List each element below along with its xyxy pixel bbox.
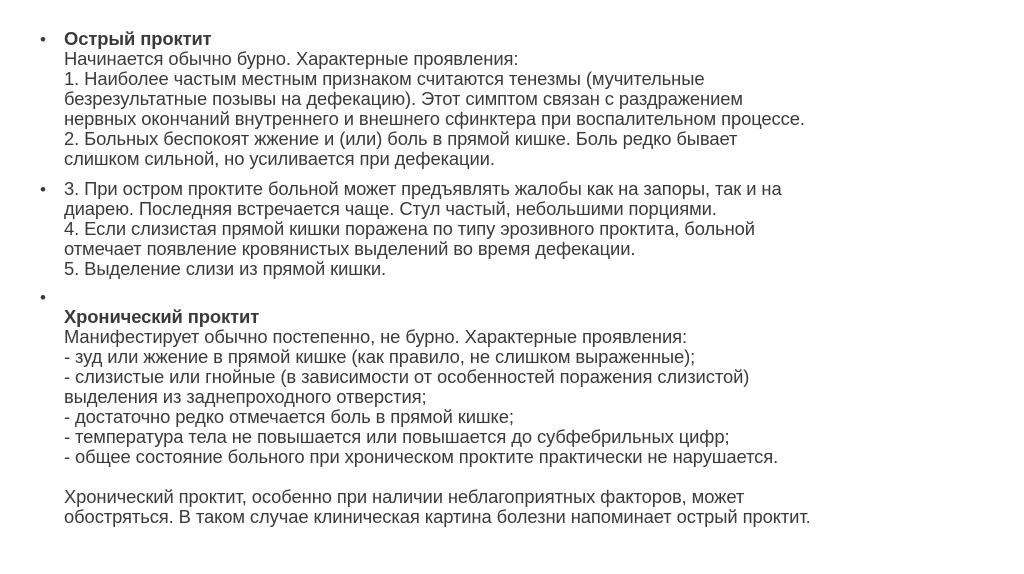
text-line: диарею. Последняя встречается чаще. Стул частый, небольшими порциями. — [64, 198, 717, 219]
text-line: 3. При остром проктите больной может предъявлять жалобы как на запоры, так и на — [64, 178, 782, 199]
text-line: слишком сильной, но усиливается при дефекации. — [64, 148, 495, 169]
bullet-marker: • — [40, 30, 46, 49]
spacer — [64, 467, 980, 487]
text-line: - общее состояние больного при хроническом проктите практически не нарушается. — [64, 446, 779, 467]
text-line: Манифестирует обычно постепенно, не бурно. Характерные проявления: — [64, 326, 688, 347]
text-line: 1. Наиболее частым местным признаком считаются тенезмы (мучительные — [64, 68, 705, 89]
text-line: - температура тела не повышается или повышается до субфебрильных цифр; — [64, 426, 730, 447]
heading-chronic-proctitis: Хронический проктит — [64, 306, 260, 327]
text-line: - зуд или жжение в прямой кишке (как правило, не слишком выраженные); — [64, 346, 696, 367]
text-line: Хронический проктит, особенно при наличии неблагоприятных факторов, может — [64, 486, 745, 507]
text-line: отмечает появление кровянистых выделений во время дефекации. — [64, 238, 636, 259]
heading-acute-proctitis: Острый проктит — [64, 28, 212, 49]
bullet-marker: • — [40, 288, 46, 307]
bullet-marker: • — [40, 180, 46, 199]
bullet-content — [64, 29, 980, 169]
text-line: выделения из заднепроходного отверстия; — [64, 386, 427, 407]
text-line: - слизистые или гнойные (в зависимости от особенностей поражения слизистой) — [64, 366, 750, 387]
text-line: 4. Если слизистая прямой кишки поражена по типу эрозивного проктита, больной — [64, 218, 755, 239]
text-line: 2. Больных беспокоят жжение и (или) боль в прямой кишке. Боль редко бывает — [64, 128, 738, 149]
bullet-content — [64, 179, 980, 279]
text-line: 5. Выделение слизи из прямой кишки. — [64, 258, 387, 279]
text-line: - достаточно редко отмечается боль в прямой кишке; — [64, 406, 514, 427]
text-line: обостряться. В таком случае клиническая картина болезни напоминает острый проктит. — [64, 506, 811, 527]
text-line: безрезультатные позывы на дефекацию). Этот симптом связан с раздражением — [64, 88, 743, 109]
bullet-content — [64, 307, 980, 527]
text-line: Начинается обычно бурно. Характерные проявления: — [64, 48, 519, 69]
text-line: нервных окончаний внутреннего и внешнего сфинктера при воспалительном процессе. — [64, 108, 805, 129]
